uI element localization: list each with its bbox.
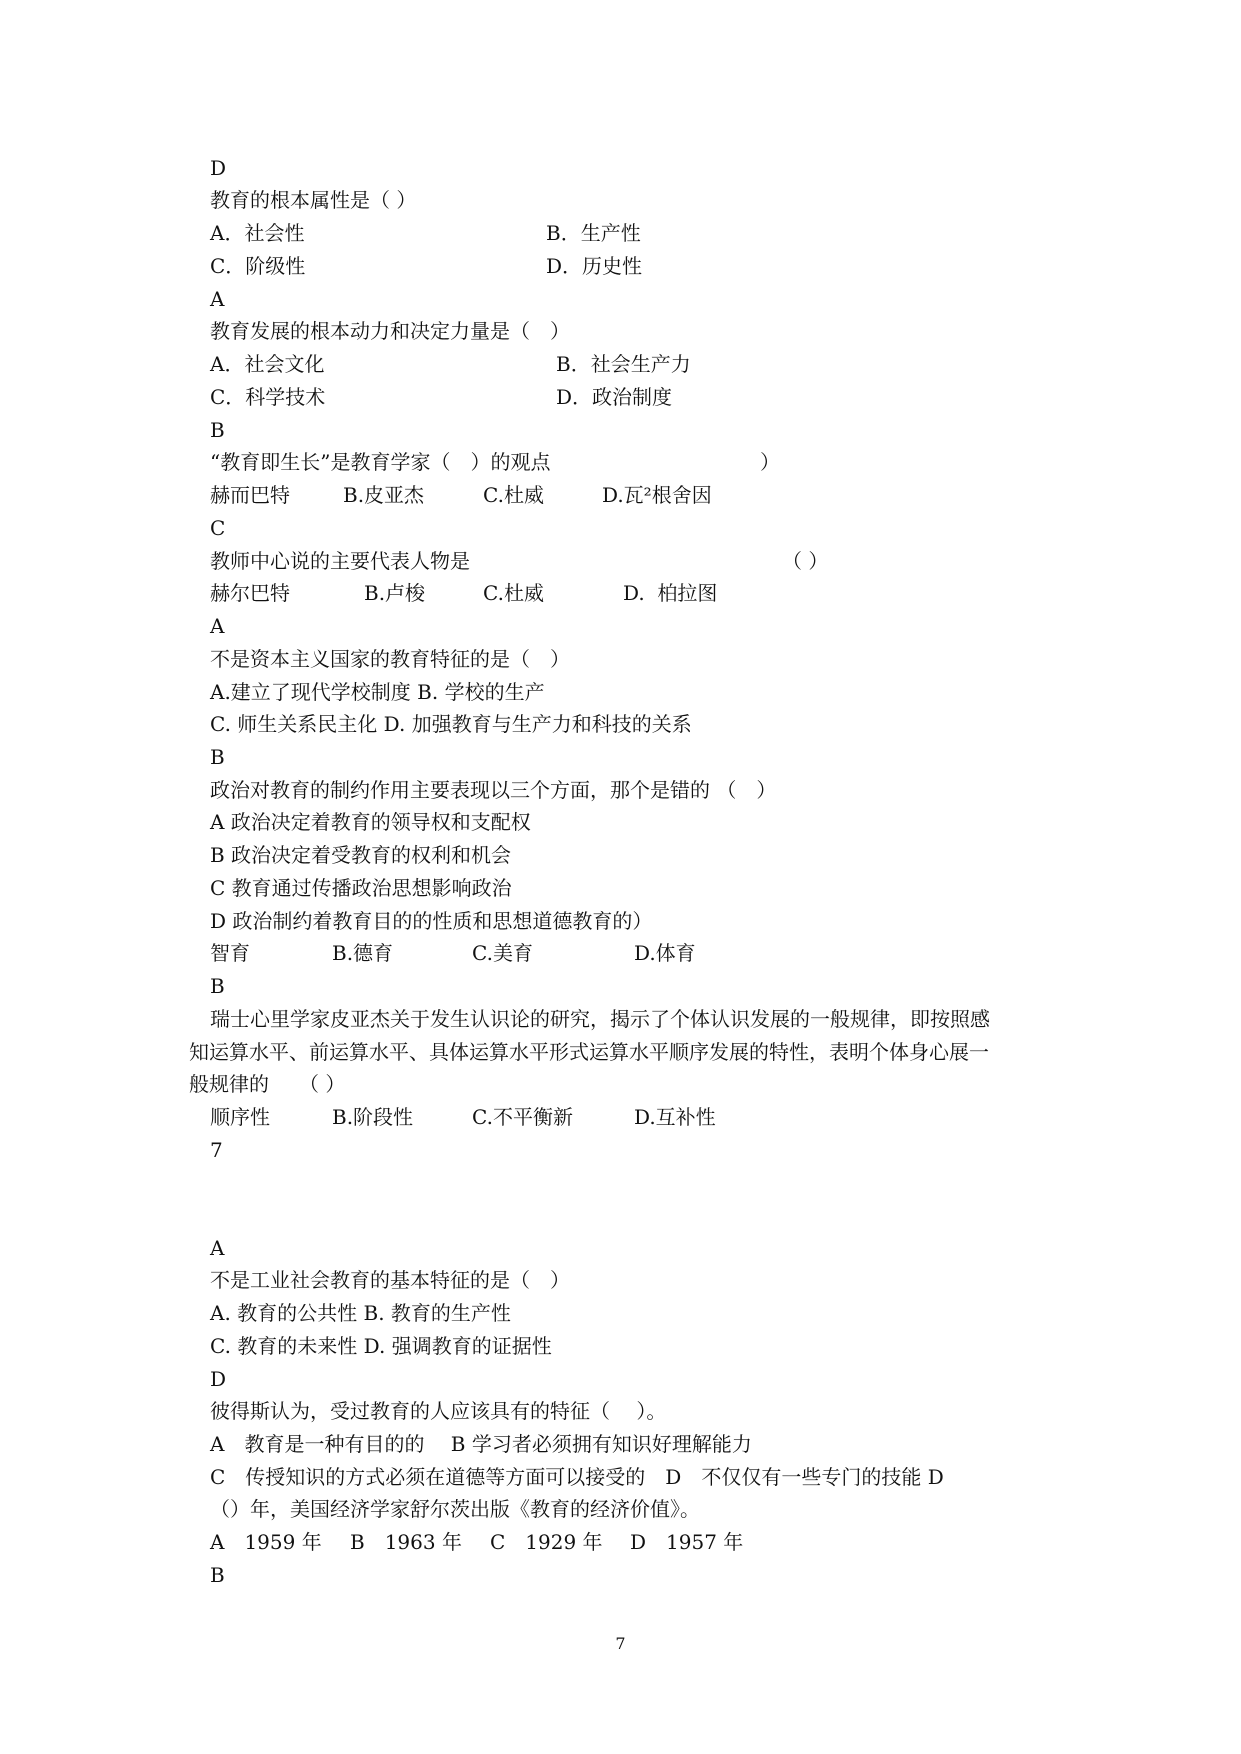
question-paren: （ ）: [782, 549, 829, 573]
option-line: C.美育: [472, 941, 533, 965]
option-line: 智育: [210, 941, 250, 965]
question-line: 政治对教育的制约作用主要表现以三个方面，那个是错的 （ ）: [210, 778, 777, 802]
question-line: 知运算水平、前运算水平、具体运算水平形式运算水平顺序发展的特性，表明个体身心展一: [189, 1040, 989, 1064]
option-line: 顺序性: [210, 1105, 270, 1129]
option-line: C 1929 年: [490, 1530, 603, 1554]
question-line: 般规律的 （ ）: [189, 1072, 346, 1096]
option-line: C. 教育的未来性 D. 强调教育的证据性: [210, 1334, 552, 1358]
option-line: A 教育是一种有目的的 B 学习者必须拥有知识好理解能力: [210, 1432, 752, 1456]
question-line: “教育即生长”是教育学家（ ）的观点: [210, 450, 551, 474]
option-line: 赫而巴特: [210, 483, 290, 507]
question-line: 瑞士心里学家皮亚杰关于发生认识论的研究，揭示了个体认识发展的一般规律，即按照感: [210, 1007, 990, 1031]
option-line: C 教育通过传播政治思想影响政治: [210, 876, 512, 900]
option-line: D.互补性: [634, 1105, 716, 1129]
option-line: D 政治制约着教育目的的性质和思想道德教育的）: [210, 909, 653, 933]
question-paren: ）: [760, 450, 780, 474]
option-line: A．社会文化: [210, 352, 325, 376]
option-line: D. 柏拉图: [623, 581, 718, 605]
answer-line: D: [210, 1367, 227, 1391]
option-line: C 传授知识的方式必须在道德等方面可以接受的 D 不仅仅有一些专门的技能 D: [210, 1465, 944, 1489]
option-line: A.建立了现代学校制度 B. 学校的生产: [210, 680, 545, 704]
option-line: B.皮亚杰: [343, 483, 425, 507]
option-line: D.体育: [634, 941, 696, 965]
option-line: A．社会性: [210, 221, 305, 245]
question-line: 彼得斯认为，受过教育的人应该具有的特征（ ）。: [210, 1399, 667, 1423]
option-line: 赫尔巴特: [210, 581, 290, 605]
option-line: C．阶级性: [210, 254, 306, 278]
option-line: B 1963 年: [350, 1530, 462, 1554]
option-line: D．政治制度: [556, 385, 673, 409]
question-line: 教育发展的根本动力和决定力量是（ ）: [210, 319, 570, 343]
option-line: D 1957 年: [630, 1530, 744, 1554]
question-line: 教育的根本属性是（ ）: [210, 188, 417, 212]
option-line: A. 教育的公共性 B. 教育的生产性: [210, 1301, 511, 1325]
answer-line: B: [210, 418, 225, 442]
answer-line: A: [210, 287, 225, 311]
question-line: （）年，美国经济学家舒尔茨出版《教育的经济价值》。: [210, 1497, 700, 1521]
option-line: D．历史性: [546, 254, 643, 278]
page-number: 7: [615, 1634, 626, 1653]
answer-line: B: [210, 745, 225, 769]
answer-line: A: [210, 614, 225, 638]
option-line: D.瓦²根舍因: [602, 483, 712, 507]
option-line: C.杜威: [483, 581, 544, 605]
option-line: A 政治决定着教育的领导权和支配权: [210, 810, 531, 834]
answer-line: D: [210, 156, 227, 180]
question-line: 不是资本主义国家的教育特征的是（ ）: [210, 647, 570, 671]
option-line: B.德育: [332, 941, 394, 965]
option-line: C.不平衡新: [472, 1105, 573, 1129]
answer-line: A: [210, 1236, 225, 1260]
option-line: C.杜威: [483, 483, 544, 507]
option-line: B．生产性: [546, 221, 641, 245]
option-line: C. 师生关系民主化 D. 加强教育与生产力和科技的关系: [210, 712, 692, 736]
option-line: B．社会生产力: [556, 352, 691, 376]
option-line: B 政治决定着受教育的权利和机会: [210, 843, 512, 867]
answer-line: C: [210, 516, 226, 540]
stray-number: 7: [210, 1138, 223, 1162]
option-line: A 1959 年: [210, 1530, 322, 1554]
question-line: 教师中心说的主要代表人物是: [210, 549, 470, 573]
option-line: B.卢梭: [364, 581, 426, 605]
answer-line: B: [210, 974, 225, 998]
question-line: 不是工业社会教育的基本特征的是（ ）: [210, 1268, 570, 1292]
option-line: C．科学技术: [210, 385, 326, 409]
answer-line: B: [210, 1563, 225, 1587]
option-line: B.阶段性: [332, 1105, 414, 1129]
